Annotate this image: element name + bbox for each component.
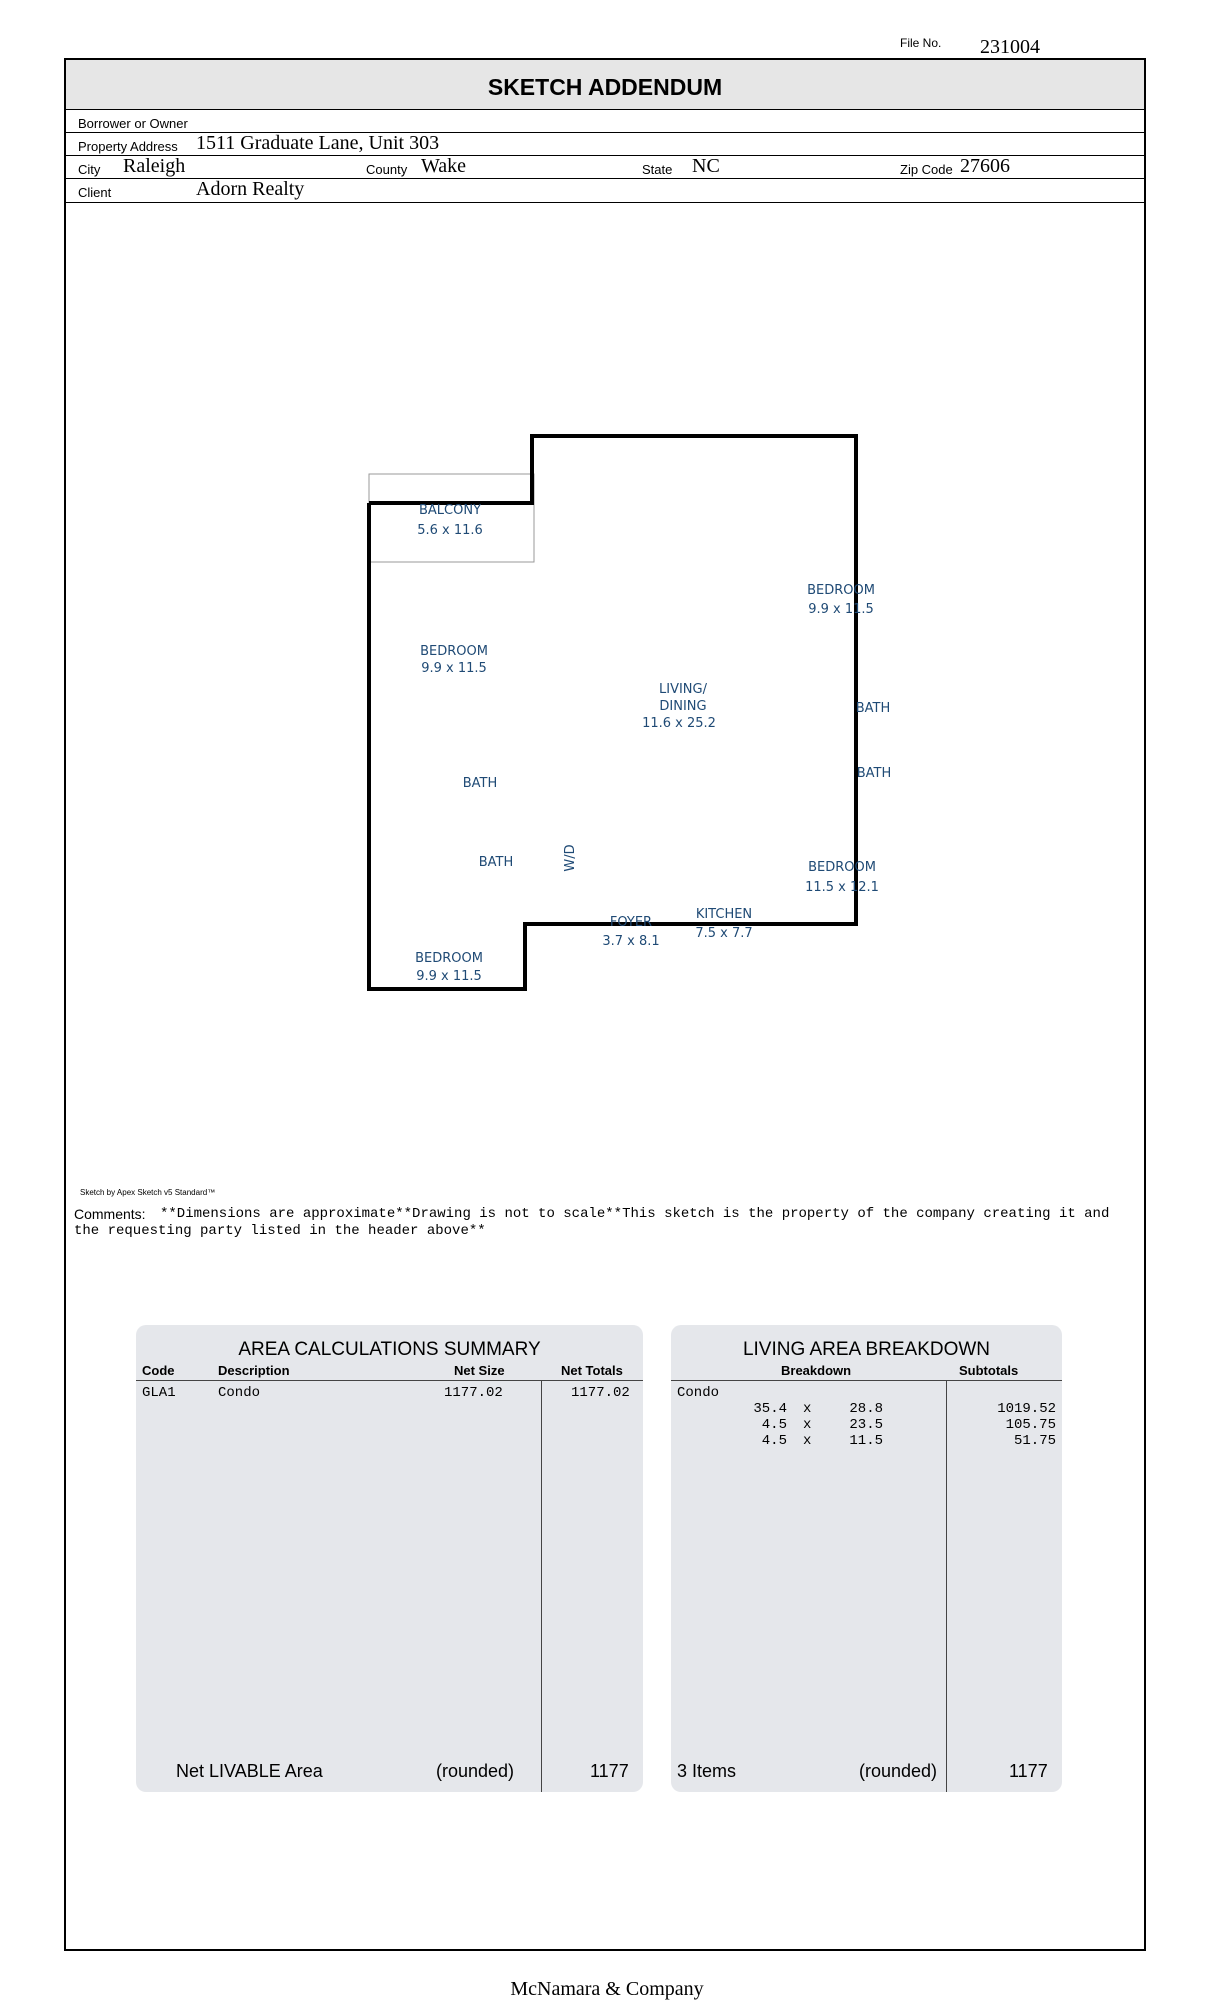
client-label: Client xyxy=(78,185,112,200)
breakdown-row-a: 35.4 xyxy=(753,1401,787,1417)
breakdown-row-x: x xyxy=(803,1433,812,1449)
zip-label: Zip Code xyxy=(900,162,953,177)
breakdown-group: Condo xyxy=(677,1385,720,1401)
state-label: State xyxy=(642,162,673,177)
comments-text: **Dimensions are approximate**Drawing is not to scale**This sketch is the property of the company creating it and the requesting party listed in the header above** xyxy=(74,1206,1110,1239)
bedroom-ne-name: BEDROOM xyxy=(807,583,875,598)
breakdown-row-a: 4.5 xyxy=(761,1433,787,1449)
unit-outline xyxy=(369,436,856,989)
col-breakdown: Breakdown xyxy=(781,1363,852,1378)
area-calculations-summary xyxy=(136,1325,643,1792)
address-label: Property Address xyxy=(78,139,178,154)
row-net-total: 1177.02 xyxy=(571,1385,630,1401)
address-value: 1511 Graduate Lane, Unit 303 xyxy=(196,132,440,154)
living-line2: DINING xyxy=(659,699,707,714)
file-no-value: 231004 xyxy=(980,36,1040,58)
breakdown-header-rule xyxy=(671,1380,1062,1381)
row-description: Condo xyxy=(218,1385,261,1401)
title-band xyxy=(66,60,1144,110)
row-net-size: 1177.02 xyxy=(444,1385,503,1401)
living-line1: LIVING/ xyxy=(659,682,707,697)
file-no-label: File No. xyxy=(900,36,942,50)
area-summary-header-rule xyxy=(136,1380,643,1381)
living-dims: 11.6 x 25.2 xyxy=(642,716,716,731)
col-net-size: Net Size xyxy=(454,1363,505,1378)
zip-value: 27606 xyxy=(960,155,1010,177)
breakdown-row-a: 4.5 xyxy=(761,1417,787,1433)
floor-plan-sketch xyxy=(366,410,892,1010)
col-description: Description xyxy=(218,1363,290,1378)
breakdown-total: 1177 xyxy=(1009,1761,1048,1781)
page-title: SKETCH ADDENDUM xyxy=(487,74,723,100)
bath-w1: BATH xyxy=(462,776,498,791)
borrower-label: Borrower or Owner xyxy=(78,116,188,131)
area-summary-divider xyxy=(541,1380,542,1792)
col-code: Code xyxy=(142,1363,175,1378)
col-subtotals: Subtotals xyxy=(959,1363,1019,1378)
breakdown-row-subtotal: 51.75 xyxy=(1013,1433,1056,1449)
breakdown-row-b: 23.5 xyxy=(849,1417,883,1433)
county-value: Wake xyxy=(421,155,467,177)
breakdown-row-b: 28.8 xyxy=(849,1401,883,1417)
city-row xyxy=(66,156,1144,179)
state-value: NC xyxy=(692,155,720,177)
net-livable-label: Net LIVABLE Area xyxy=(176,1761,323,1781)
breakdown-items-count: 3 Items xyxy=(677,1761,737,1781)
bedroom-nw-name: BEDROOM xyxy=(420,644,488,659)
comments-label: Comments: xyxy=(74,1206,146,1222)
bedroom-sw-dims: 9.9 x 11.5 xyxy=(416,969,482,984)
kitchen-name: KITCHEN xyxy=(695,907,753,922)
city-label: City xyxy=(78,162,101,177)
breakdown-row-x: x xyxy=(803,1417,812,1433)
breakdown-row-b: 11.5 xyxy=(849,1433,883,1449)
breakdown-title: LIVING AREA BREAKDOWN xyxy=(742,1339,991,1360)
bath-e2: BATH xyxy=(856,766,892,781)
balcony-name: BALCONY xyxy=(418,503,482,518)
breakdown-rounded: (rounded) xyxy=(859,1761,938,1781)
bedroom-se-dims: 11.5 x 12.1 xyxy=(805,880,879,895)
area-summary-rounded: (rounded) xyxy=(436,1761,515,1781)
area-summary-title: AREA CALCULATIONS SUMMARY xyxy=(238,1339,541,1360)
address-row xyxy=(66,133,1144,156)
col-net-totals: Net Totals xyxy=(561,1363,623,1378)
client-value: Adorn Realty xyxy=(196,178,305,200)
borrower-row xyxy=(66,110,1144,133)
bedroom-sw-name: BEDROOM xyxy=(415,951,483,966)
sketch-credit: Sketch by Apex Sketch v5 Standard™ xyxy=(80,1188,216,1197)
balcony-dims: 5.6 x 11.6 xyxy=(417,523,483,538)
company-footer: McNamara & Company xyxy=(510,1978,704,2000)
bath-e1: BATH xyxy=(855,701,891,716)
washer-dryer-label: W/D xyxy=(563,844,578,872)
addendum-frame xyxy=(64,58,1146,1951)
city-value: Raleigh xyxy=(123,155,186,177)
living-area-breakdown xyxy=(671,1325,1062,1792)
breakdown-row-subtotal: 105.75 xyxy=(1005,1417,1056,1433)
breakdown-row-x: x xyxy=(803,1401,812,1417)
row-code: GLA1 xyxy=(142,1385,176,1401)
foyer-dims: 3.7 x 8.1 xyxy=(602,934,660,949)
breakdown-row-subtotal: 1019.52 xyxy=(997,1401,1056,1417)
breakdown-divider xyxy=(946,1380,947,1792)
bedroom-se-name: BEDROOM xyxy=(808,860,876,875)
balcony-outline xyxy=(369,474,534,562)
bedroom-nw-dims: 9.9 x 11.5 xyxy=(421,661,487,676)
area-summary-total: 1177 xyxy=(590,1761,629,1781)
kitchen-dims: 7.5 x 7.7 xyxy=(695,926,753,941)
bath-w2: BATH xyxy=(478,855,514,870)
county-label: County xyxy=(366,162,408,177)
foyer-name: FOYER xyxy=(609,915,653,930)
bedroom-ne-dims: 9.9 x 11.5 xyxy=(808,602,874,617)
client-row xyxy=(66,179,1144,203)
